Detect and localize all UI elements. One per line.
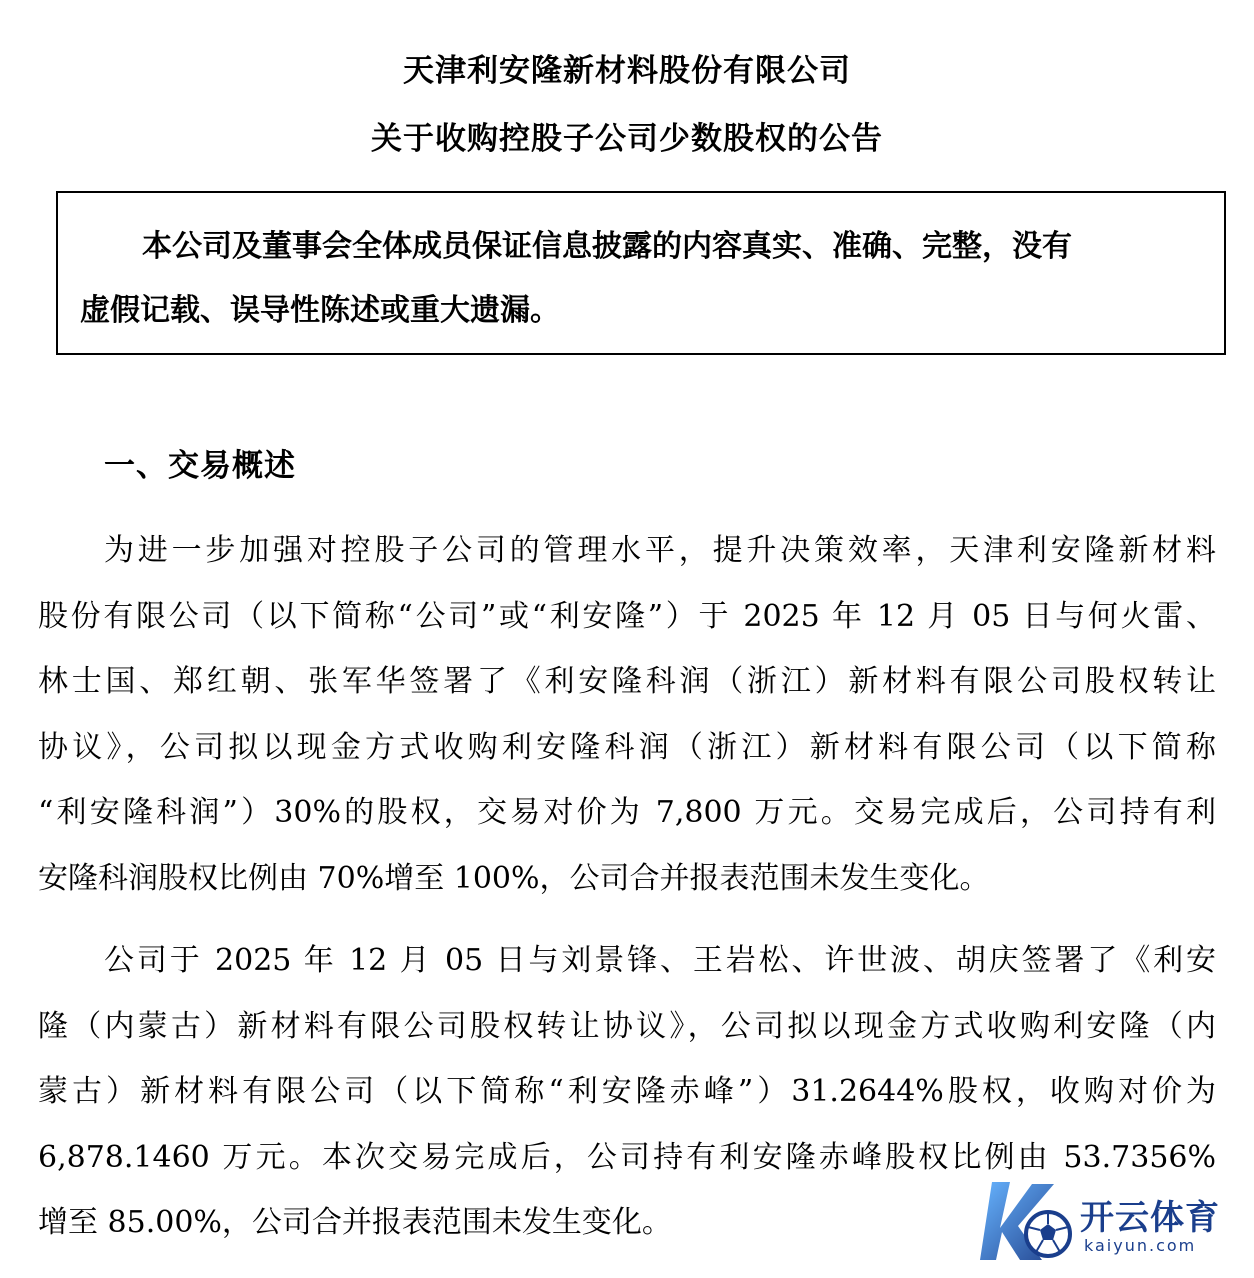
- paragraph-line: 股份有限公司（以下简称“公司”或“利安隆”）于 2025 年 12 月 05 日与何火雷、: [38, 598, 1216, 634]
- notice-line: 本公司及董事会全体成员保证信息披露的内容真实、准确、完整，没有: [142, 229, 1072, 264]
- paragraph-line: 林士国、郑红朝、张军华签署了《利安隆科润（浙江）新材料有限公司股权转让: [38, 664, 1216, 699]
- paragraph-line: 隆（内蒙古）新材料有限公司股权转让协议》，公司拟以现金方式收购利安隆（内: [38, 1008, 1216, 1044]
- paragraph-line: 蒙古）新材料有限公司（以下简称“利安隆赤峰”）31.2644%股权，收购对价为: [38, 1074, 1216, 1109]
- paragraph-line: 增至 85.00%，公司合并报表范围未发生变化。: [38, 1205, 672, 1240]
- paragraph-line: 6,878.1460 万元。本次交易完成后，公司持有利安隆赤峰股权比例由 53.7356%: [38, 1139, 1216, 1175]
- section-heading-transaction-overview: 一、交易概述: [104, 448, 296, 484]
- brand-logo-icon: [972, 1170, 1084, 1270]
- document-title-subject: 关于收购控股子公司少数股权的公告: [371, 121, 883, 157]
- paragraph-line: 公司于 2025 年 12 月 05 日与刘景锋、王岩松、许世波、胡庆签署了《利安: [104, 943, 1216, 978]
- paragraph-keruns-acquisition: [38, 518, 1216, 911]
- paragraph-line: “利安隆科润”）30%的股权，交易对价为 7,800 万元。交易完成后，公司持有利: [38, 795, 1216, 830]
- disclaimer-notice-box: [56, 191, 1226, 355]
- document-title-company: 天津利安隆新材料股份有限公司: [403, 53, 851, 89]
- paragraph-line: 协议》，公司拟以现金方式收购利安隆科润（浙江）新材料有限公司（以下简称: [38, 729, 1216, 765]
- brand-watermark: [972, 1170, 1242, 1270]
- brand-name-cn: 开云体育: [1080, 1198, 1220, 1238]
- paragraph-line: 安隆科润股权比例由 70%增至 100%，公司合并报表范围未发生变化。: [38, 860, 990, 896]
- notice-line: 虚假记载、误导性陈述或重大遗漏。: [80, 293, 560, 328]
- paragraph-line: 为进一步加强对控股子公司的管理水平，提升决策效率，天津利安隆新材料: [104, 533, 1216, 568]
- brand-domain: kaiyun.com: [1084, 1236, 1197, 1255]
